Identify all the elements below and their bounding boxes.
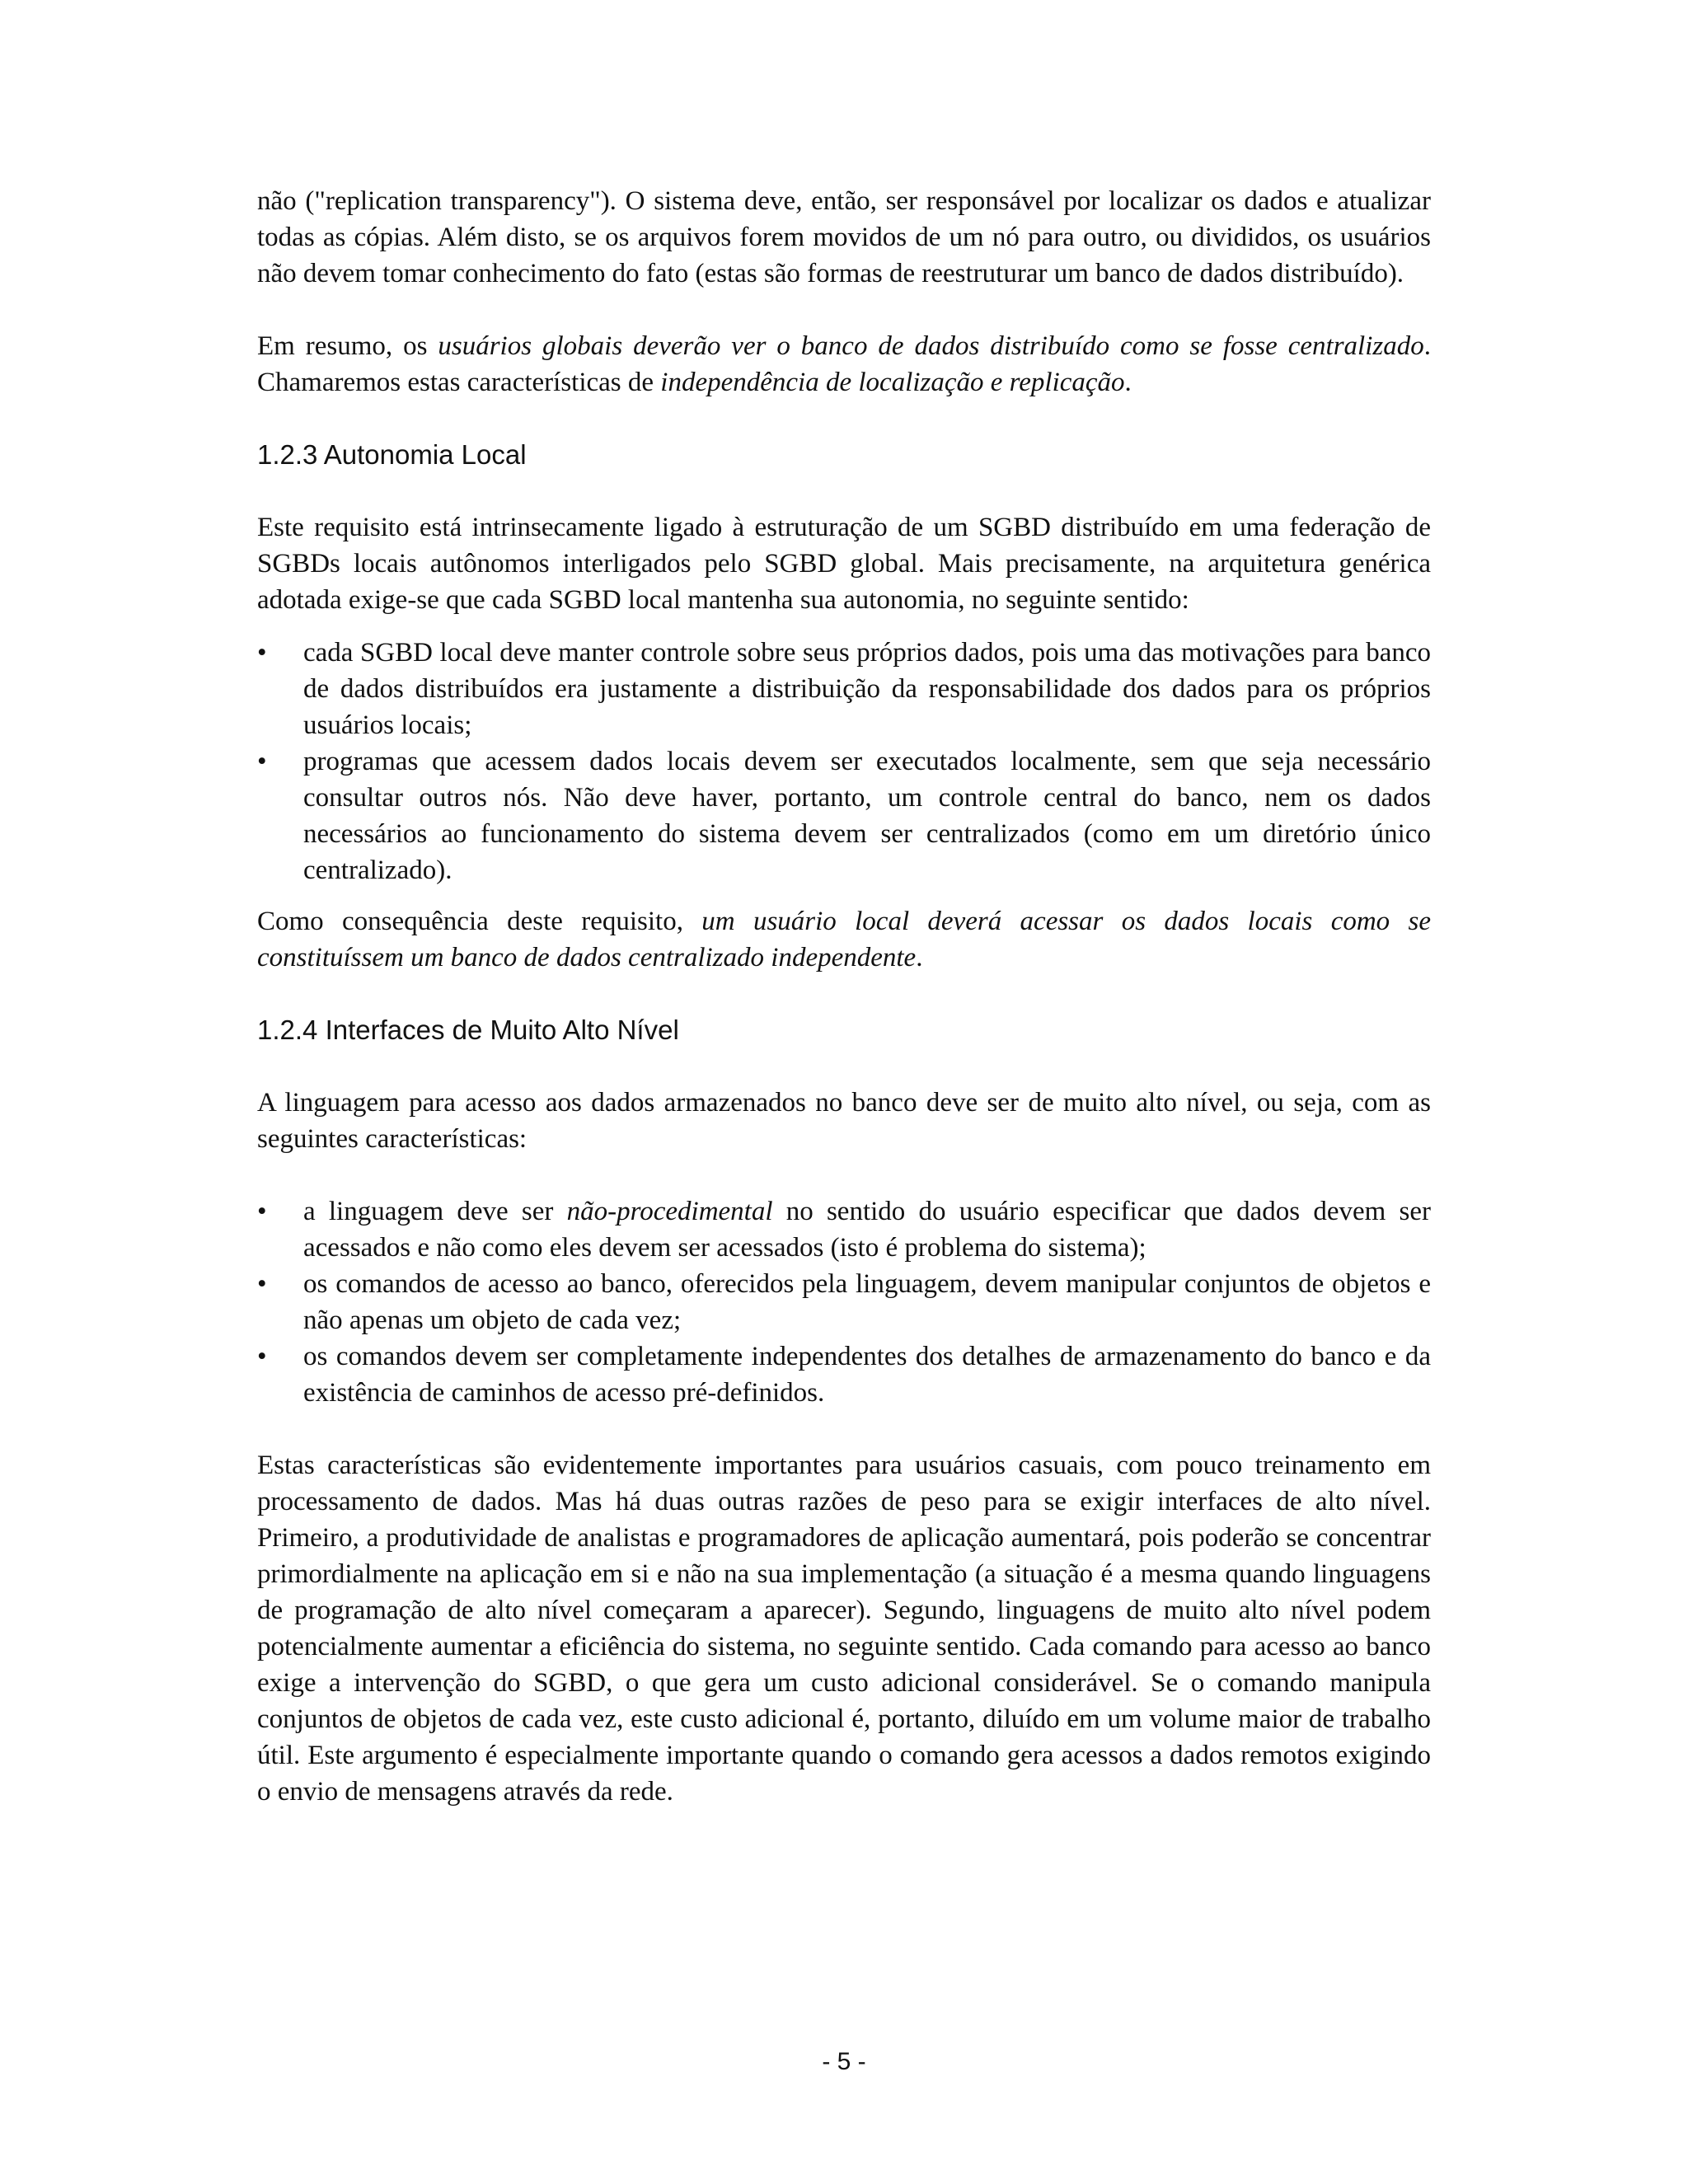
section-124-bullet-list: [257, 1193, 1431, 1411]
intro-p2-text-c: . Chamaremos estas características de: [257, 331, 1431, 397]
bullet-icon: •: [257, 1197, 267, 1226]
list-item-text: programas que acessem dados locais devem ser executados localmente, sem que seja necessário consultar outros nós. Não deve haver, portanto, um controle central do banco, nem os dados necessários ao funcionamento do sistema devem ser centralizados (como em um diretório único centralizado).: [303, 747, 1431, 885]
section-heading-interfaces: 1.2.4 Interfaces de Muito Alto Nível: [257, 1015, 679, 1045]
section-heading-autonomia-local: 1.2.3 Autonomia Local: [257, 439, 527, 470]
section-123-paragraph-2: [257, 903, 1431, 976]
list-item: [257, 1193, 1431, 1266]
section-123-p2-emphasis: um usuário local deverá acessar os dados locais como se constituíssem um banco de dados centralizado independente: [257, 907, 1431, 972]
section-124-paragraph-1: A linguagem para acesso aos dados armazenados no banco deve ser de muito alto nível, ou seja, com as seguintes características:: [257, 1088, 1431, 1154]
list-item: [257, 743, 1431, 888]
section-123-paragraph-1: Este requisito está intrinsecamente ligado à estruturação de um SGBD distribuído em uma federação de SGBDs locais autônomos interligados pelo SGBD global. Mais precisamente, na arquitetura genérica adotada exige-se que cada SGBD local mantenha sua autonomia, no seguinte sentido:: [257, 513, 1431, 615]
bullet-icon: •: [257, 638, 267, 668]
list-item-text-c: no sentido do usuário especificar que dados devem ser acessados e não como eles devem ser acessados (isto é problema do sistema);: [303, 1197, 1431, 1263]
intro-paragraph-2: [257, 328, 1431, 401]
list-item: [257, 1266, 1431, 1338]
page-number: - 5 -: [822, 2048, 866, 2075]
list-item-emphasis: não-procedimental: [566, 1197, 773, 1226]
section-124-paragraph-2: Estas características são evidentemente importantes para usuários casuais, com pouco treinamento em processamento de dados. Mas há duas outras razões de peso para se exigir interfaces de alto nível. Primeiro, a produtividade de analistas e programadores de aplicação aumentará, pois poderão se concentrar primordialmente na aplicação em si e não na sua implementação (a situação é a mesma quando linguagens de programação de alto nível começaram a aparecer). Segundo, linguagens de muito alto nível podem potencialmente aumentar a eficiência do sistema, no seguinte sentido. Cada comando para acesso ao banco exige a intervenção do SGBD, o que gera um custo adicional considerável. Se o comando manipula conjuntos de objetos de cada vez, este custo adicional é, portanto, diluído em um volume maior de trabalho útil. Este argumento é especialmente importante quando o comando gera acessos a dados remotos exigindo o envio de mensagens através da rede.: [257, 1451, 1431, 1807]
list-item-text-a: a linguagem deve ser: [303, 1197, 567, 1226]
list-item: [257, 1338, 1431, 1411]
list-item-text: os comandos de acesso ao banco, oferecidos pela linguagem, devem manipular conjuntos de objetos e não apenas um objeto de cada vez;: [303, 1269, 1431, 1335]
bullet-icon: •: [257, 1269, 267, 1299]
page-content: [257, 183, 1431, 1810]
list-item-text: [303, 1197, 1431, 1263]
intro-p2-emphasis-1: usuários globais deverão ver o banco de dados distribuído como se fosse centralizado: [438, 331, 1424, 361]
intro-p2-text-e: .: [1124, 368, 1132, 397]
list-item: [257, 635, 1431, 743]
bullet-icon: •: [257, 1342, 267, 1371]
intro-p2-text-a: Em resumo, os: [257, 331, 438, 361]
list-item-text: os comandos devem ser completamente independentes dos detalhes de armazenamento do banco e da existência de caminhos de acesso pré-definidos.: [303, 1342, 1431, 1408]
intro-p2-emphasis-2: independência de localização e replicação: [660, 368, 1125, 397]
intro-paragraph-1: não ("replication transparency"). O sistema deve, então, ser responsável por localizar os dados e atualizar todas as cópias. Além disto, se os arquivos forem movidos de um nó para outro, ou divididos, os usuários não devem tomar conhecimento do fato (estas são formas de reestruturar um banco de dados distribuído).: [257, 186, 1431, 288]
list-item-text: cada SGBD local deve manter controle sobre seus próprios dados, pois uma das motivações para banco de dados distribuídos era justamente a distribuição da responsabilidade dos dados para os próprios usuários locais;: [303, 638, 1431, 740]
section-123-p2-text-a: Como consequência deste requisito,: [257, 907, 702, 936]
section-123-bullet-list: [257, 635, 1431, 888]
bullet-icon: •: [257, 747, 267, 776]
section-123-p2-text-c: .: [916, 943, 923, 972]
